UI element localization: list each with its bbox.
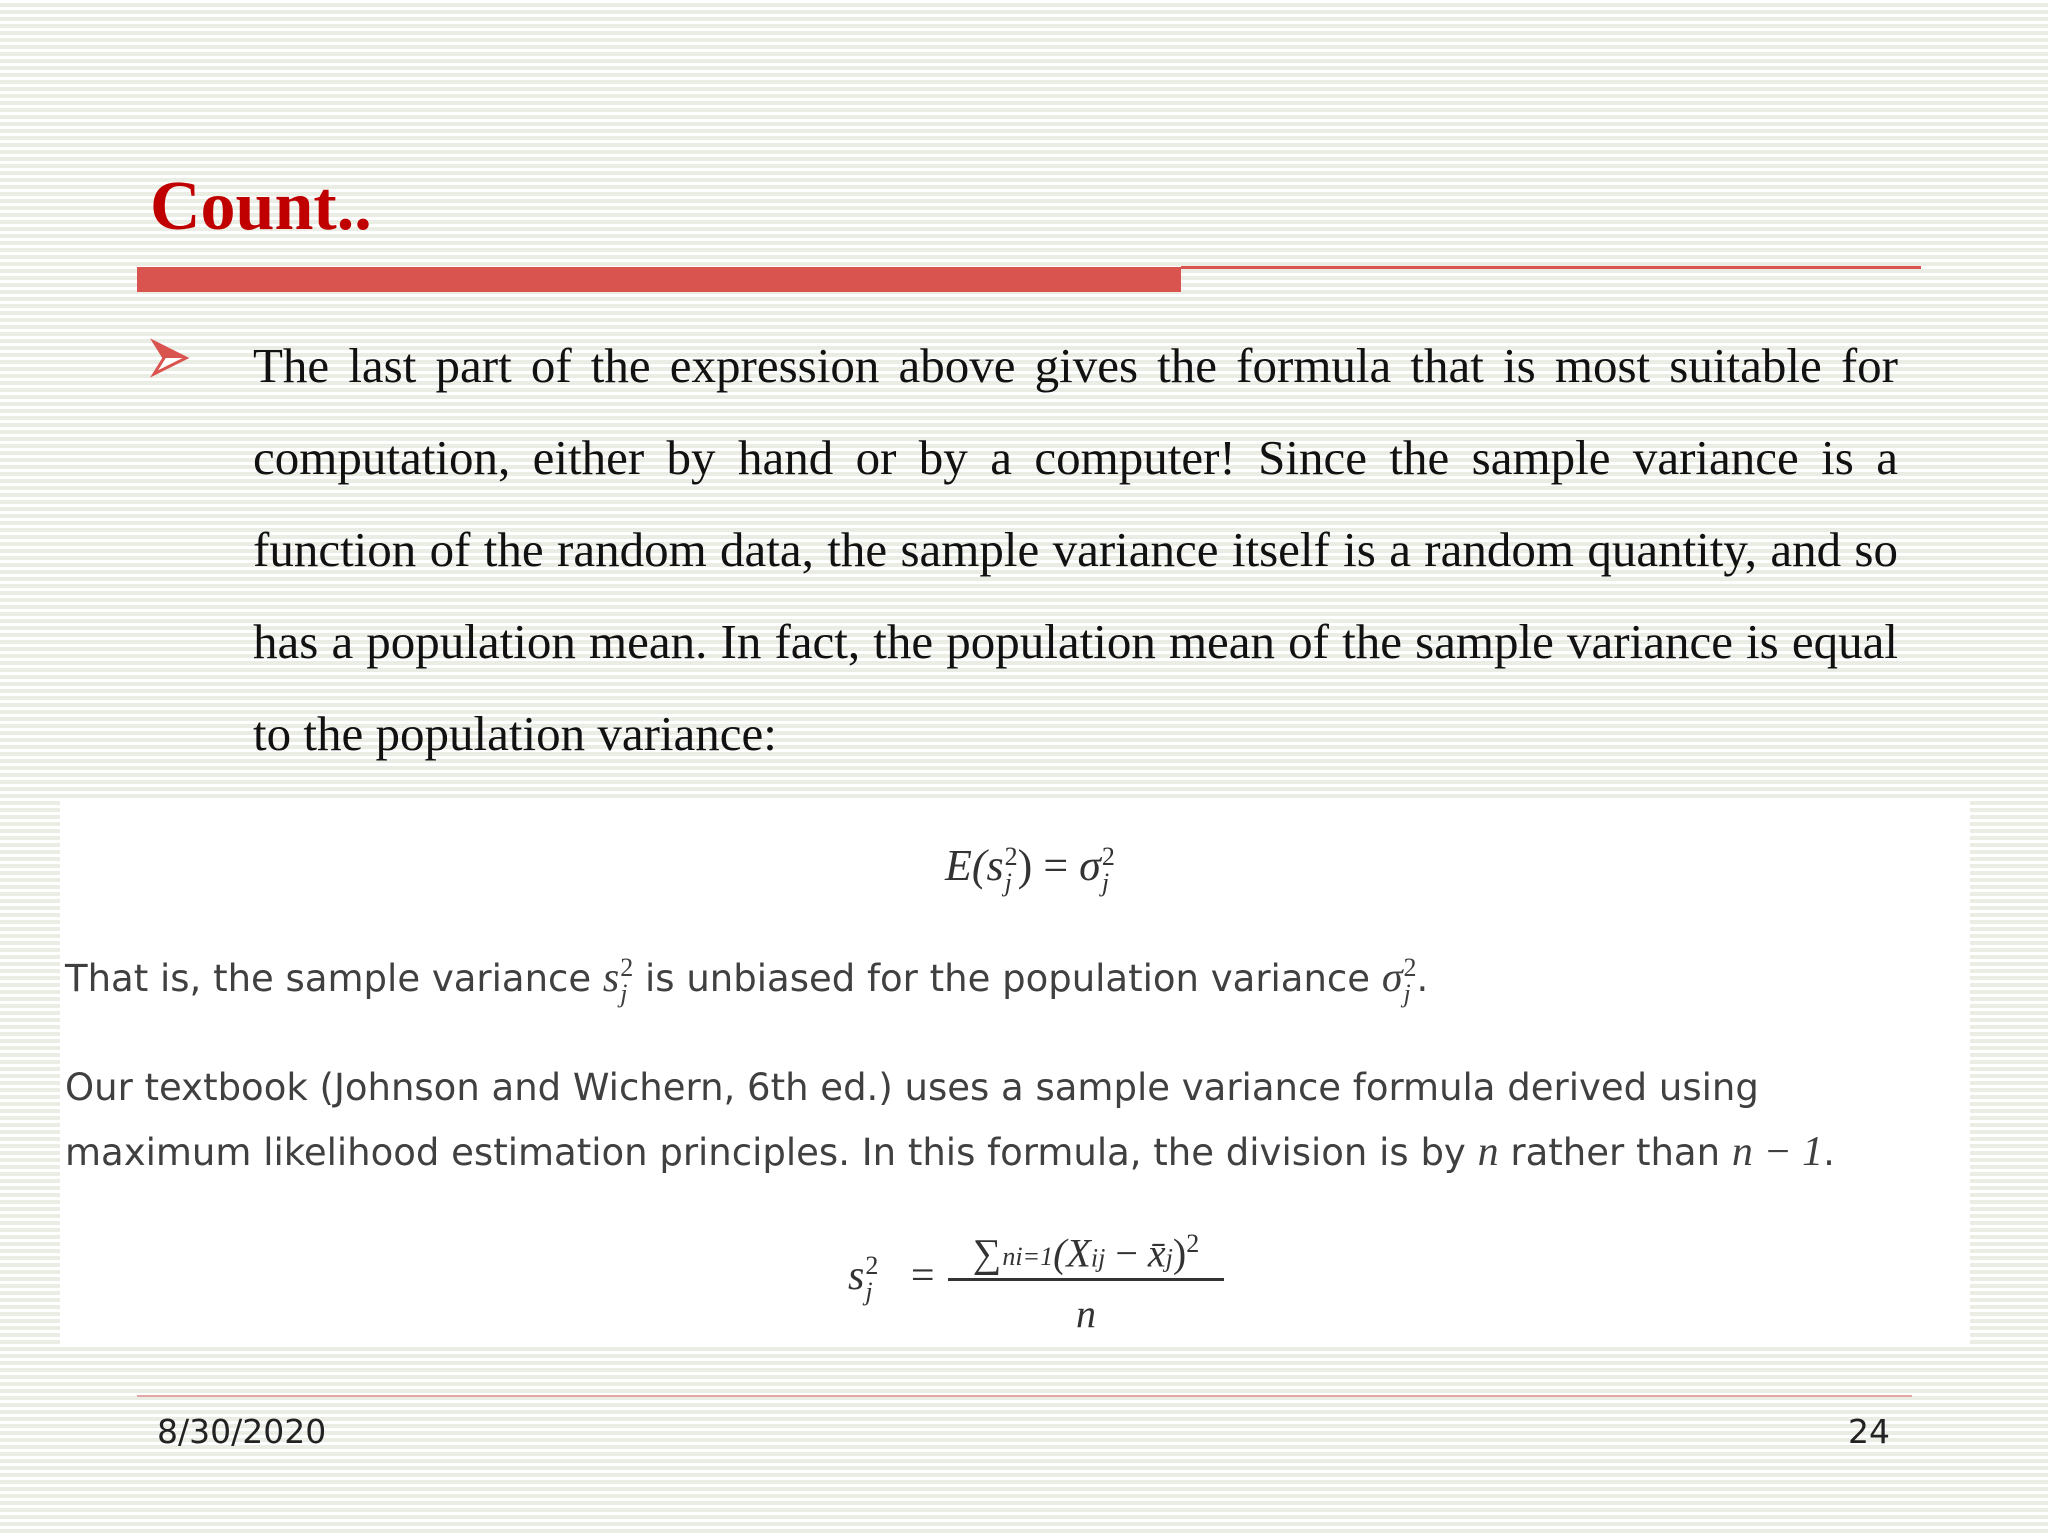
para2-n: n bbox=[1477, 1129, 1499, 1175]
arrow-bullet-icon bbox=[150, 338, 190, 378]
sum-upper: n bbox=[1002, 1242, 1016, 1272]
textbook-paragraph bbox=[65, 1056, 1945, 1185]
num-minus: − bbox=[1105, 1230, 1148, 1276]
formula1-close: ) bbox=[1017, 841, 1033, 890]
formula2-fraction bbox=[948, 1210, 1224, 1347]
footer-date: 8/30/2020 bbox=[157, 1412, 327, 1451]
para2-text-b: rather than bbox=[1510, 1131, 1721, 1174]
mle-variance-formula bbox=[848, 1210, 1228, 1340]
footer-divider bbox=[137, 1395, 1912, 1397]
para1-sup-1: 2 bbox=[620, 952, 634, 982]
para1-after: . bbox=[1416, 957, 1429, 1000]
expectation-formula bbox=[945, 840, 1115, 896]
num-ij: ij bbox=[1090, 1243, 1106, 1273]
num-xbar: x̄ bbox=[1147, 1230, 1166, 1276]
num-x: (X bbox=[1053, 1230, 1091, 1276]
formula1-sup-2: 2 bbox=[1101, 841, 1115, 871]
formula1-sup-1: 2 bbox=[1004, 841, 1018, 871]
formula1-eq: = bbox=[1043, 841, 1069, 890]
formula1-s: s bbox=[986, 841, 1004, 890]
para2-text-a: Our textbook (Johnson and Wichern, 6th ed.) uses a sample variance formula derived using maximum likelihood estimation principles. In this formula, the division is by bbox=[65, 1066, 1759, 1174]
sum-lower: i=1 bbox=[1015, 1242, 1054, 1272]
page-number: 24 bbox=[1848, 1412, 1890, 1451]
formula2-sub: j bbox=[865, 1277, 873, 1307]
formula1-e: E( bbox=[945, 841, 987, 890]
sum-symbol: ∑ bbox=[972, 1230, 1002, 1276]
para1-middle: is unbiased for the population variance bbox=[645, 957, 1371, 1000]
slide-title: Count.. bbox=[150, 168, 372, 245]
title-underline-thin bbox=[1181, 266, 1921, 269]
unbiased-paragraph bbox=[65, 946, 1945, 1011]
para1-sub-2: j bbox=[1403, 978, 1411, 1008]
formula2-numerator bbox=[948, 1210, 1224, 1278]
formula2-eq: = bbox=[910, 1253, 935, 1299]
para1-sup-2: 2 bbox=[1403, 952, 1417, 982]
formula1-sub-1: j bbox=[1004, 867, 1012, 897]
bullet-paragraph: The last part of the expression above gives the formula that is most suitable for computation, either by hand or by a computer! Since the sample variance is a function of the random data, the sample variance itself is a random quantity, and so has a population mean. In fact, the population mean of the sample variance is equal to the population variance: bbox=[253, 338, 1898, 761]
para1-before: That is, the sample variance bbox=[65, 957, 592, 1000]
formula2-sup: 2 bbox=[865, 1251, 879, 1281]
para1-s: s bbox=[602, 955, 620, 1001]
para1-sub-1: j bbox=[620, 978, 628, 1008]
para2-end: . bbox=[1823, 1131, 1835, 1174]
para2-expr: n − 1 bbox=[1731, 1129, 1824, 1175]
num-close: ) bbox=[1172, 1230, 1187, 1276]
formula1-sigma: σ bbox=[1079, 841, 1101, 890]
num-j: j bbox=[1165, 1243, 1173, 1273]
formula1-sub-2: j bbox=[1101, 867, 1110, 897]
formula2-s: s bbox=[848, 1253, 865, 1299]
para1-sigma: σ bbox=[1381, 955, 1403, 1001]
formula2-denominator: n bbox=[1076, 1291, 1096, 1336]
title-underline-thick bbox=[137, 267, 1181, 292]
num-sup: 2 bbox=[1186, 1229, 1200, 1258]
